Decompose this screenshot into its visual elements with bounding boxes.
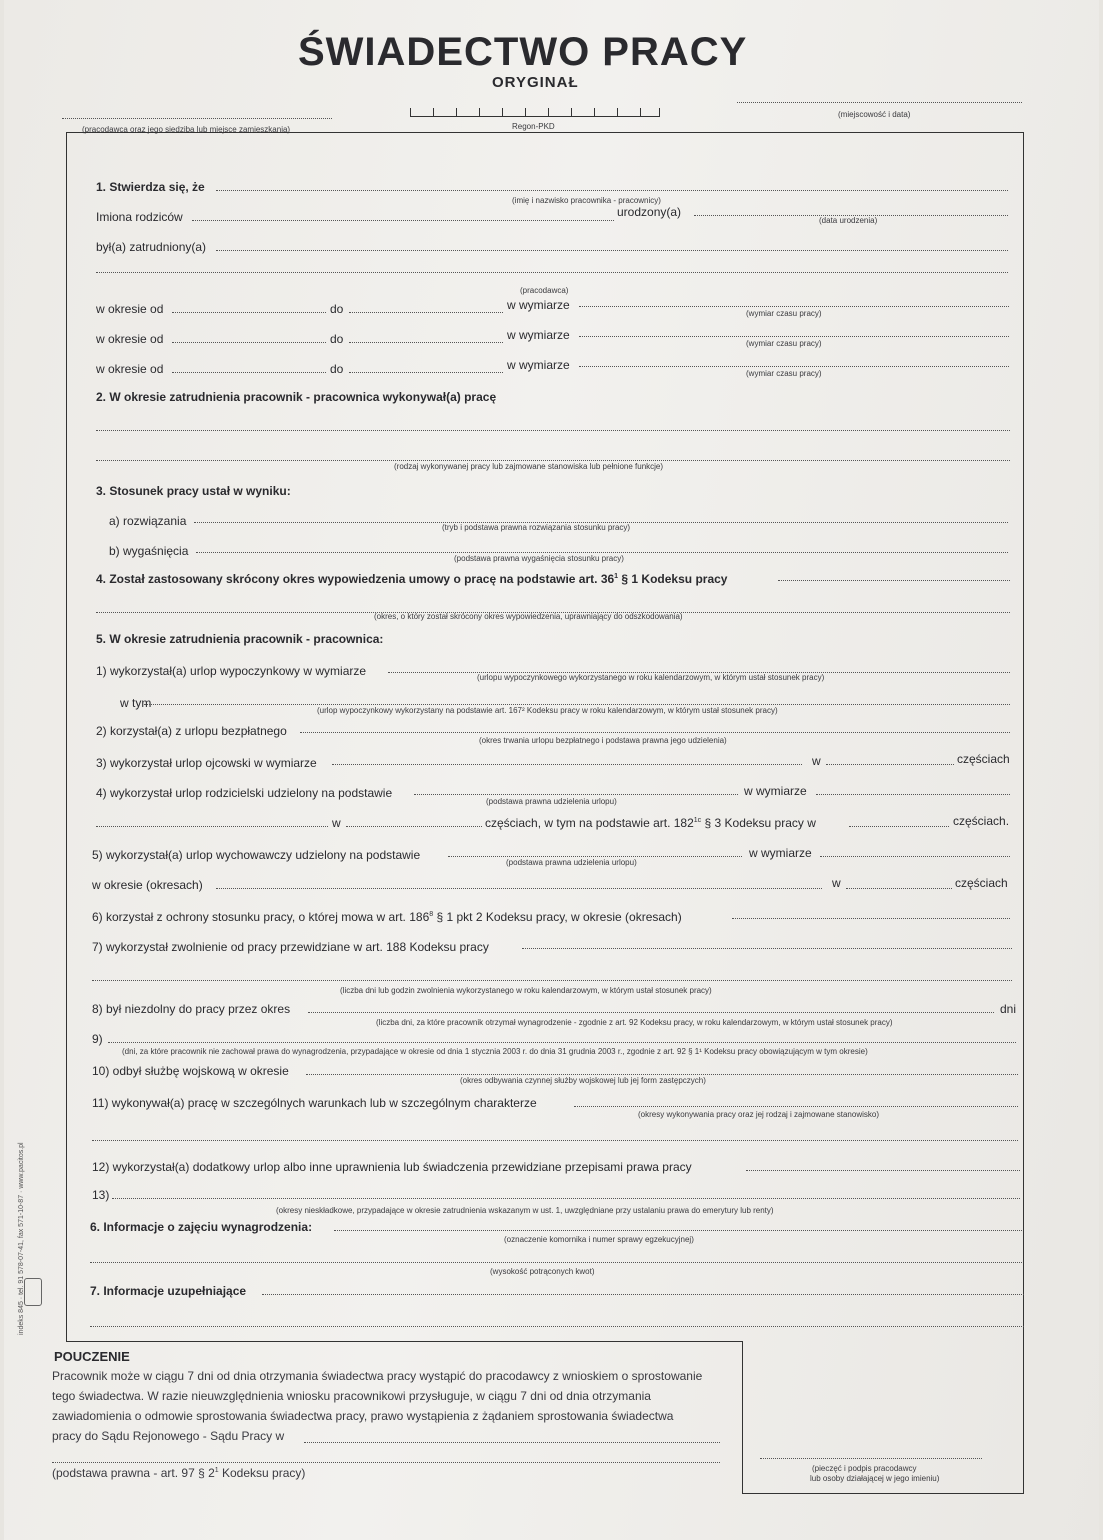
period-1-scope-field[interactable] <box>579 306 1009 307</box>
section-4-heading: 4. Został zastosowany skrócony okres wypowiedzenia umowy o pracę na podstawie art. $36^1$ § 1 Kodeksu pracy <box>96 572 728 586</box>
item-9-field[interactable] <box>108 1042 1016 1043</box>
period-2-scope-caption: (wymiar czasu pracy) <box>746 339 822 348</box>
leave-caption: (urlopu wypoczynkowego wykorzystanego w roku kalendarzowym, w którym ustał stosunek pracy) <box>477 673 825 682</box>
expiry-label: b) wygaśnięcia <box>109 544 189 558</box>
protection-field[interactable] <box>732 918 1010 919</box>
special-conditions-field-2[interactable] <box>92 1140 1018 1141</box>
period-2-scope-label: w wymiarze <box>507 328 570 342</box>
additional-leave-label: 12) wykorzystał(a) dodatkowy urlop albo inne uprawnienia lub świadczenia przewidziane przepisami prawa pracy <box>92 1160 692 1174</box>
regon-field[interactable] <box>410 102 660 117</box>
period-1-to-field[interactable] <box>349 312 503 313</box>
incapacity-caption: (liczba dni, za które pracownik otrzymał wynagrodzenie - zgodnie z art. 92 Kodeksu pracy, w roku kalendarzowym, w którym ustał stosunek pracy) <box>376 1018 893 1027</box>
incapacity-days-label: dni <box>1000 1002 1017 1016</box>
period-3-scope-label: w wymiarze <box>507 358 570 372</box>
period-2-scope-field[interactable] <box>579 336 1009 337</box>
section-5-heading: 5. W okresie zatrudnienia pracownik - pracownica: <box>96 632 384 646</box>
childcare-w-label: w <box>832 876 841 890</box>
instruction-line-1: Pracownik może w ciągu 7 dni od dnia otrzymania świadectwa pracy wystąpić do pracodawcy z wnioskiem o sprostowanie <box>52 1369 703 1383</box>
childcare-parts-field[interactable] <box>846 888 952 889</box>
section-1-heading: 1. Stwierdza się, że <box>96 180 205 194</box>
instruction-title: POUCZENIE <box>54 1349 130 1364</box>
period-3-scope-field[interactable] <box>579 366 1009 367</box>
signature-caption-2: lub osoby działającej w jego imieniu) <box>810 1474 940 1483</box>
certificate-page <box>4 0 1099 1540</box>
period-1-to-label: do <box>330 302 344 316</box>
paternity-parts-label: częściach <box>957 752 1010 766</box>
childcare-leave-scope-field[interactable] <box>820 856 1010 857</box>
military-caption: (okres odbywania czynnej służby wojskowej lub jej form zastępczych) <box>460 1076 706 1085</box>
frame-bottom <box>66 1341 742 1342</box>
signature-box-right <box>1023 1341 1024 1493</box>
period-3-to-label: do <box>330 362 344 376</box>
printer-imprint: indeks 845 · tel. 91 578-07-41, fax 571-10-87 · www.pacitos.pl <box>18 1142 25 1335</box>
employed-label: był(a) zatrudniony(a) <box>96 240 207 254</box>
termination-label: a) rozwiązania <box>109 514 187 528</box>
childcare-periods-label: w okresie (okresach) <box>92 878 203 892</box>
special-conditions-caption: (okresy wykonywania pracy oraz jej rodzaj i zajmowane stanowisko) <box>638 1110 879 1119</box>
parental-w-label: w <box>332 816 341 830</box>
signature-field[interactable] <box>760 1458 982 1459</box>
period-3-from-label: w okresie od <box>96 362 164 376</box>
exemption-field[interactable] <box>522 948 1012 949</box>
childcare-leave-label: 5) wykorzystał(a) urlop wychowawczy udzielony na podstawie <box>92 848 421 862</box>
instruction-line-3: zawiadomienia o odmowie sprostowania świadectwa pracy, prawo wystąpienia z żądaniem sprostowania świadectwa <box>52 1409 674 1423</box>
item-9-label: 9) <box>92 1032 103 1046</box>
parental-parts-2-label: częściach. <box>953 814 1010 828</box>
childcare-leave-scope-label: w wymiarze <box>749 846 812 860</box>
unpaid-leave-label: 2) korzystał(a) z urlopu bezpłatnego <box>96 724 287 738</box>
supplementary-field[interactable] <box>262 1294 1024 1295</box>
court-field[interactable] <box>304 1442 720 1443</box>
childcare-periods-field[interactable] <box>216 888 822 889</box>
parental-leave-basis-field[interactable] <box>414 794 738 795</box>
period-2-to-label: do <box>330 332 344 346</box>
parental-leave-basis-caption: (podstawa prawna udzielenia urlopu) <box>486 797 617 806</box>
incapacity-label: 8) był niezdolny do pracy przez okres <box>92 1002 291 1016</box>
section-2-heading: 2. W okresie zatrudnienia pracownik - pracownica wykonywał(a) pracę <box>96 390 497 404</box>
period-3-from-field[interactable] <box>172 372 326 373</box>
shortened-notice-caption: (okres, o który został skrócony okres wypowiedzenia, uprawniający do odszkodowania) <box>374 612 683 621</box>
item-13-field[interactable] <box>112 1198 1020 1199</box>
court-field-2[interactable] <box>52 1462 720 1463</box>
paternity-parts-field[interactable] <box>826 764 954 765</box>
garnishment-amount-caption: (wysokość potrąconych kwot) <box>490 1267 595 1276</box>
period-2-from-label: w okresie od <box>96 332 164 346</box>
childcare-leave-basis-caption: (podstawa prawna udzielenia urlopu) <box>506 858 637 867</box>
leave-label: 1) wykorzystał(a) urlop wypoczynkowy w wymiarze <box>96 664 367 678</box>
signature-box-left <box>742 1341 743 1493</box>
original-label: ORYGINAŁ <box>492 74 579 91</box>
termination-caption: (tryb i podstawa prawna rozwiązania stosunku pracy) <box>442 523 631 532</box>
parental-leave-scope-label: w wymiarze <box>744 784 807 798</box>
section-6-heading: 6. Informacje o zajęciu wynagrodzenia: <box>90 1220 313 1234</box>
birth-date-caption: (data urodzenia) <box>819 216 878 225</box>
exemption-label: 7) wykorzystał zwolnienie od pracy przewidziane w art. 188 Kodeksu pracy <box>92 940 489 954</box>
military-field[interactable] <box>306 1074 1018 1075</box>
period-3-scope-caption: (wymiar czasu pracy) <box>746 369 822 378</box>
military-label: 10) odbył służbę wojskową w okresie <box>92 1064 289 1078</box>
unpaid-leave-caption: (okres trwania urlopu bezpłatnego i podstawa prawna jego udzielenia) <box>479 736 727 745</box>
employee-name-caption: (imię i nazwisko pracownika - pracownicy) <box>512 196 661 205</box>
work-type-caption: (rodzaj wykonywanej pracy lub zajmowane stanowiska lub pełnione funkcje) <box>394 462 664 471</box>
leave-of-which-caption: (urlop wypoczynkowy wykorzystany na podstawie art. 167² Kodeksu pracy w roku kalendarzowym, w którym ustał stosunek pracy) <box>317 706 778 715</box>
period-1-scope-caption: (wymiar czasu pracy) <box>746 309 822 318</box>
shortened-notice-field[interactable] <box>778 580 1010 581</box>
parental-leave-label: 4) wykorzystał urlop rodzicielski udzielony na podstawie <box>96 786 393 800</box>
section-7-heading: 7. Informacje uzupełniające <box>90 1284 247 1298</box>
paternity-leave-label: 3) wykorzystał urlop ojcowski w wymiarze <box>96 756 317 770</box>
period-1-from-label: w okresie od <box>96 302 164 316</box>
employer-name-field[interactable] <box>216 250 1008 251</box>
place-date-field[interactable] <box>737 102 1022 103</box>
paternity-leave-field[interactable] <box>332 764 802 765</box>
garnishment-caption: (oznaczenie komornika i numer sprawy egzekucyjnej) <box>504 1235 694 1244</box>
item-13-label: 13) <box>92 1188 110 1202</box>
parental-parts-label: częściach, w tym na podstawie art. $182^{1c}$ § 3 Kodeksu pracy w <box>485 816 816 830</box>
garnishment-amount-field[interactable] <box>90 1262 1022 1263</box>
legal-basis: (podstawa prawna - art. 97 § $2^1$ Kodeksu pracy) <box>52 1466 306 1480</box>
parents-label: Imiona rodziców <box>96 210 183 224</box>
expiry-caption: (podstawa prawna wygaśnięcia stosunku pracy) <box>454 554 624 563</box>
employer-caption: (pracodawca) <box>520 286 569 295</box>
unpaid-leave-field[interactable] <box>300 732 1010 733</box>
garnishment-field[interactable] <box>334 1230 1022 1231</box>
parental-leave-extra-field[interactable] <box>96 826 328 827</box>
parental-parts-2-field[interactable] <box>849 826 949 827</box>
protection-label: 6) korzystał z ochrony stosunku pracy, o której mowa w art. $186^8$ § 1 pkt 2 Kodeksu pracy, w okresie (okresach) <box>92 910 682 924</box>
place-date-caption: (miejscowość i data) <box>838 110 911 119</box>
publisher-logo <box>24 1278 42 1306</box>
incapacity-field[interactable] <box>308 1012 994 1013</box>
childcare-parts-label: częściach <box>955 876 1008 890</box>
childcare-leave-basis-field[interactable] <box>448 856 742 857</box>
work-type-field-2[interactable] <box>96 460 1010 461</box>
period-1-scope-label: w wymiarze <box>507 298 570 312</box>
employer-field[interactable] <box>62 118 332 119</box>
employer-name-field-2[interactable] <box>96 272 1008 273</box>
supplementary-field-2[interactable] <box>90 1326 1024 1327</box>
special-conditions-field[interactable] <box>574 1106 1018 1107</box>
instruction-line-2: tego świadectwa. W razie nieuwzględnienia wniosku pracownikowi przysługuje, w ciągu 7 dni od dnia otrzymania <box>52 1389 651 1403</box>
additional-leave-field[interactable] <box>746 1170 1020 1171</box>
expiry-field[interactable] <box>196 552 1008 553</box>
regon-caption: Regon-PKD <box>512 122 555 131</box>
page-title: ŚWIADECTWO PRACY <box>298 30 748 74</box>
instruction-line-4: pracy do Sądu Rejonowego - Sądu Pracy w <box>52 1429 285 1443</box>
item-13-caption: (okresy nieskładkowe, przypadające w okresie zatrudnienia wskazanym w ust. 1, uwzględniane przy ustalaniu prawa do emerytury lub renty) <box>276 1206 774 1215</box>
leave-of-which-label: w tym <box>120 696 152 710</box>
period-2-to-field[interactable] <box>349 342 503 343</box>
paternity-w-label: w <box>812 754 821 768</box>
period-1-from-field[interactable] <box>172 312 326 313</box>
special-conditions-label: 11) wykonywał(a) pracę w szczególnych warunkach lub w szczególnym charakterze <box>92 1096 537 1110</box>
exemption-caption: (liczba dni lub godzin zwolnienia wykorzystanego w roku kalendarzowym, w którym ustał stosunek pracy) <box>340 986 712 995</box>
leave-of-which-field[interactable] <box>144 704 1010 705</box>
work-type-field[interactable] <box>96 430 1010 431</box>
born-label: urodzony(a) <box>617 205 682 219</box>
period-2-from-field[interactable] <box>172 342 326 343</box>
employee-name-field[interactable] <box>216 190 1008 191</box>
exemption-field-2[interactable] <box>92 980 1012 981</box>
parents-field[interactable] <box>192 220 614 221</box>
parental-parts-field[interactable] <box>346 826 482 827</box>
signature-caption-1: (pieczęć i podpis pracodawcy <box>812 1464 917 1473</box>
section-3-heading: 3. Stosunek pracy ustał w wyniku: <box>96 484 291 498</box>
parental-leave-scope-field[interactable] <box>816 794 1010 795</box>
employer-caption: (pracodawca oraz jego siedziba lub miejsce zamieszkania) <box>82 125 291 134</box>
item-9-caption: (dni, za które pracownik nie zachował prawa do wynagrodzenia, przypadające w okresie od dnia 1 stycznia 2003 r. do dnia 31 grudnia 2003 r., zgodnie z art. 92 § 1¹ Kodeksu pracy obowiązującym w tym okresie) <box>122 1047 868 1056</box>
period-3-to-field[interactable] <box>349 372 503 373</box>
signature-box-bottom <box>742 1493 1024 1494</box>
